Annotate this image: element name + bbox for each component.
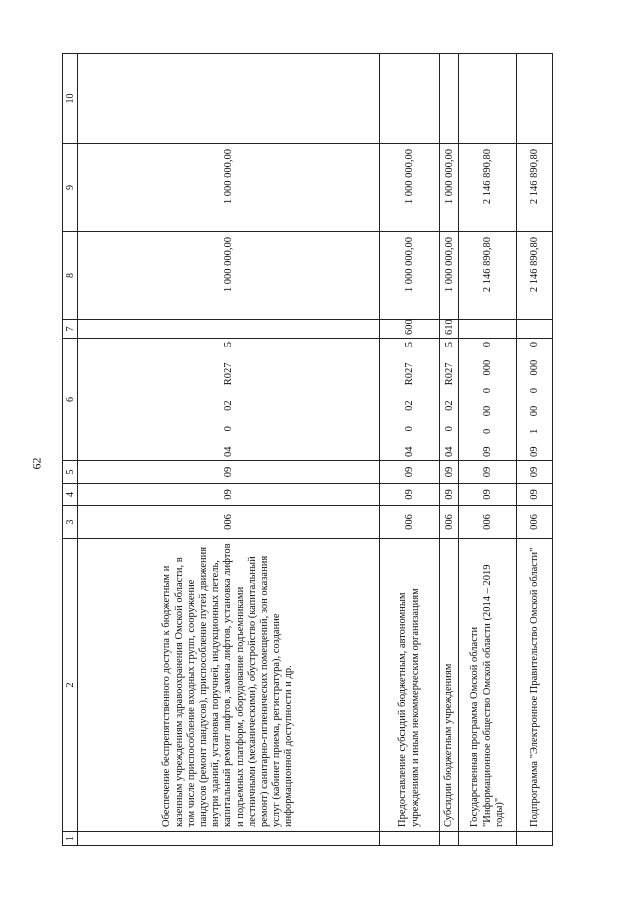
row-name: Субсидии бюджетным учреждениям <box>440 539 459 832</box>
cell-empty <box>517 832 553 846</box>
table-row <box>517 54 553 846</box>
code-part: 09 <box>482 446 494 457</box>
cell-amount <box>380 54 440 144</box>
cell-target-code <box>517 339 553 461</box>
cell-amount <box>459 54 517 144</box>
cell-subsection: 09 <box>517 461 553 484</box>
row-name: Предоставление субсидий бюджетным, автономным учреждениям и иным некоммерческим организациям <box>380 539 440 832</box>
code-part: 0 <box>482 428 494 434</box>
code-part: R027 <box>404 362 415 386</box>
col-header: 10 <box>63 54 78 144</box>
cell-amount: 2 146 890,80 <box>459 144 517 232</box>
table-row <box>78 54 380 846</box>
cell-amount: 1 000 000,00 <box>380 144 440 232</box>
code-part: 0 <box>529 342 541 348</box>
cell-amount <box>78 54 380 144</box>
col-header: 7 <box>63 320 78 339</box>
code-part: 0 <box>404 426 415 432</box>
rotated-table-container <box>62 54 622 846</box>
code-part: 02 <box>443 400 455 411</box>
cell-target-code <box>78 339 380 461</box>
cell-admin-code: 006 <box>517 506 553 539</box>
cell-expense-type <box>78 320 380 339</box>
code-part: 02 <box>404 400 415 411</box>
cell-expense-type <box>459 320 517 339</box>
code-part: 5 <box>404 342 415 348</box>
cell-expense-type <box>517 320 553 339</box>
cell-amount: 2 146 890,80 <box>517 232 553 320</box>
col-header: 4 <box>63 484 78 506</box>
cell-target-code <box>459 339 517 461</box>
cell-amount: 1 000 000,00 <box>78 144 380 232</box>
code-part: 0 <box>443 426 455 432</box>
code-part: 04 <box>443 446 455 457</box>
cell-amount: 2 146 890,80 <box>459 232 517 320</box>
code-part: 04 <box>223 446 234 457</box>
code-part: 09 <box>529 446 541 457</box>
cell-amount: 1 000 000,00 <box>78 232 380 320</box>
code-part: 000 <box>482 359 494 376</box>
col-header: 9 <box>63 144 78 232</box>
cell-expense-type: 610 <box>440 320 459 339</box>
col-header: 2 <box>63 539 78 832</box>
col-header: 1 <box>63 832 78 846</box>
column-number-header <box>63 54 78 846</box>
row-name: Подпрограмма "Электронное Правительство Омской области" <box>517 539 553 832</box>
row-name: Государственная программа Омской области "Информационное общество Омской области (2014 – 2019 годы)" <box>459 539 517 832</box>
col-header: 5 <box>63 461 78 484</box>
cell-empty <box>78 832 380 846</box>
cell-subsection: 09 <box>440 461 459 484</box>
cell-subsection: 09 <box>78 461 380 484</box>
col-header: 6 <box>63 339 78 461</box>
code-part: 0 <box>482 342 494 348</box>
cell-subsection: 09 <box>380 461 440 484</box>
code-part: 000 <box>529 359 541 376</box>
table-row <box>440 54 459 846</box>
code-part: 0 <box>223 426 234 432</box>
cell-expense-type: 600 <box>380 320 440 339</box>
code-part: 0 <box>529 388 541 394</box>
code-part: 5 <box>443 342 455 348</box>
code-part: 1 <box>529 428 541 434</box>
cell-amount <box>440 54 459 144</box>
cell-section: 09 <box>78 484 380 506</box>
col-header: 3 <box>63 506 78 539</box>
cell-admin-code: 006 <box>380 506 440 539</box>
code-part: 00 <box>482 405 494 417</box>
cell-amount: 1 000 000,00 <box>440 144 459 232</box>
cell-empty <box>440 832 459 846</box>
page-number: 62 <box>29 457 44 470</box>
code-part: R027 <box>443 362 455 386</box>
cell-amount: 1 000 000,00 <box>380 232 440 320</box>
row-name: Обеспечение беспрепятственного доступа к бюджетным и казенным учреждениям здравоохранения Омской области, в том числе приспособление входных групп, сооружение пандусов (ремонт пандусов), приспособление путей движения внутри зданий, установка поручней, индукционных петель, капитальный ремонт лифтов, замена лифтов, установка лифтов и подъемных платформ, оборудование подъемниками лестничными (механическими), обустройство (капитальный ремонт) санитарно-гигиенических помещений, зон оказания услуг (кабинет приема, регистратура), создание информационной доступности и др. <box>78 539 380 832</box>
cell-empty <box>380 832 440 846</box>
cell-subsection: 09 <box>459 461 517 484</box>
table-row <box>380 54 440 846</box>
code-part: 00 <box>529 405 541 417</box>
cell-section: 09 <box>517 484 553 506</box>
col-header: 8 <box>63 232 78 320</box>
cell-section: 09 <box>459 484 517 506</box>
code-part: 0 <box>482 388 494 394</box>
cell-amount: 1 000 000,00 <box>440 232 459 320</box>
code-part: 04 <box>404 446 415 457</box>
cell-amount <box>517 54 553 144</box>
cell-admin-code: 006 <box>78 506 380 539</box>
table-row <box>459 54 517 846</box>
cell-section: 09 <box>380 484 440 506</box>
budget-table <box>62 53 553 846</box>
cell-empty <box>459 832 517 846</box>
cell-target-code <box>440 339 459 461</box>
code-part: 5 <box>223 342 234 348</box>
cell-admin-code: 006 <box>440 506 459 539</box>
cell-admin-code: 006 <box>459 506 517 539</box>
cell-target-code <box>380 339 440 461</box>
code-part: 02 <box>223 400 234 411</box>
code-part: R027 <box>223 362 234 386</box>
cell-amount: 2 146 890,80 <box>517 144 553 232</box>
cell-section: 09 <box>440 484 459 506</box>
